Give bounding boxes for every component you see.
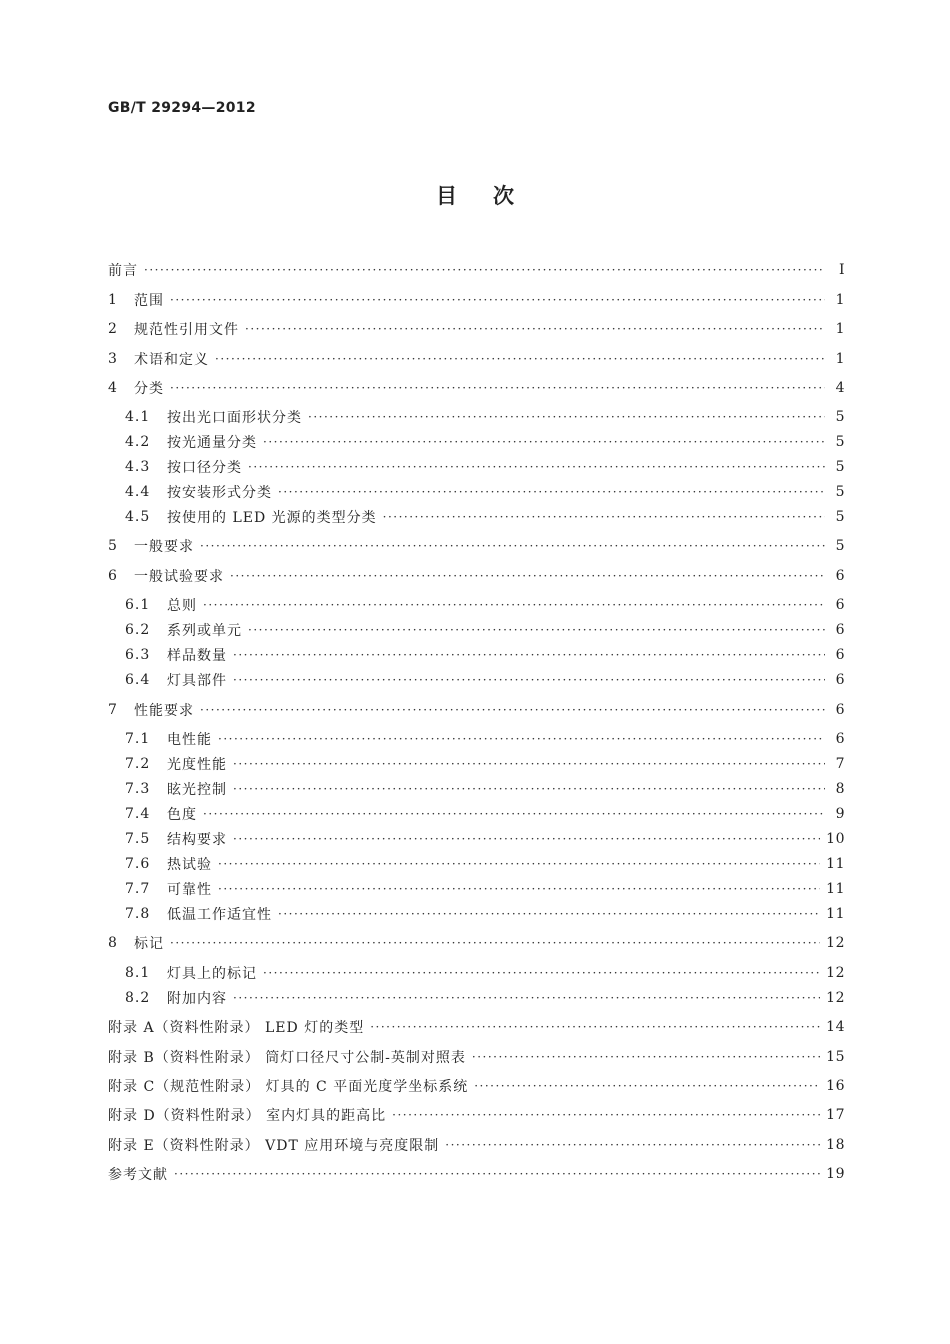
toc-entry[interactable] <box>125 879 845 899</box>
toc-entry-label: 标记 <box>134 936 164 952</box>
toc-entry-label: 按出光口面形状分类 <box>167 410 302 426</box>
toc-entry-page: 1 <box>835 292 845 308</box>
toc-entry-number: 6.3 <box>125 647 151 663</box>
toc-entry-page: 11 <box>826 881 845 897</box>
toc-entry-label: 灯具上的标记 <box>167 966 257 982</box>
toc-entry[interactable] <box>125 779 845 799</box>
toc-entry-page: 18 <box>826 1137 845 1153</box>
toc-entry-page: 17 <box>826 1107 845 1123</box>
toc-entry-label: 参考文献 <box>108 1167 168 1183</box>
toc-dot-leader <box>263 435 825 449</box>
toc-entry[interactable] <box>125 595 845 615</box>
toc-entry[interactable] <box>125 645 845 665</box>
toc-entry[interactable] <box>108 378 845 398</box>
toc-dot-leader <box>245 322 825 336</box>
toc-dot-leader <box>233 757 825 771</box>
toc-entry-label: 按口径分类 <box>167 460 242 476</box>
toc-entry-label: 按安装形式分类 <box>167 485 272 501</box>
toc-entry-page: 11 <box>826 906 845 922</box>
toc-entry[interactable] <box>108 349 845 369</box>
toc-entry[interactable] <box>125 963 845 983</box>
toc-dot-leader <box>170 381 825 395</box>
toc-entry-number: 4 <box>108 380 118 396</box>
toc-entry-page: 5 <box>835 434 845 450</box>
toc-entry-number: 4.3 <box>125 459 151 475</box>
toc-entry-number: 8.1 <box>125 965 151 981</box>
toc-entry-label: 附录 E（资料性附录） VDT 应用环境与亮度限制 <box>108 1138 440 1154</box>
toc-entry[interactable] <box>125 432 845 452</box>
toc-entry[interactable] <box>125 754 845 774</box>
toc-dot-leader <box>474 1079 820 1093</box>
toc-entry-label: 分类 <box>134 381 164 397</box>
toc-entry[interactable] <box>125 457 845 477</box>
toc-entry[interactable] <box>125 988 845 1008</box>
toc-entry-label: 眩光控制 <box>167 782 227 798</box>
toc-entry[interactable] <box>108 1076 845 1096</box>
toc-entry-number: 6.2 <box>125 622 151 638</box>
toc-entry-number: 7.5 <box>125 831 151 847</box>
toc-entry[interactable] <box>125 829 845 849</box>
toc-entry-number: 8.2 <box>125 990 151 1006</box>
toc-dot-leader <box>218 857 820 871</box>
toc-entry-label: 附录 D（资料性附录） 室内灯具的距高比 <box>108 1108 387 1124</box>
toc-entry-number: 7.1 <box>125 731 151 747</box>
toc-entry-page: 6 <box>835 672 845 688</box>
toc-entry-number: 6.4 <box>125 672 151 688</box>
toc-entry-page: 5 <box>835 484 845 500</box>
toc-dot-leader <box>472 1050 820 1064</box>
toc-entry-number: 5 <box>108 538 118 554</box>
toc-entry-page: 6 <box>835 622 845 638</box>
toc-dot-leader <box>218 882 820 896</box>
toc-dot-leader <box>383 510 825 524</box>
toc-entry[interactable] <box>108 260 845 280</box>
toc-entry-page: 19 <box>826 1166 845 1182</box>
toc-entry-page: 9 <box>835 806 845 822</box>
toc-dot-leader <box>308 410 825 424</box>
toc-entry-label: 电性能 <box>167 732 212 748</box>
toc-entry[interactable] <box>125 804 845 824</box>
toc-entry-page: 4 <box>835 380 845 396</box>
toc-dot-leader <box>203 598 825 612</box>
toc-entry-page: 6 <box>835 568 845 584</box>
toc-entry-label: 可靠性 <box>167 882 212 898</box>
toc-entry[interactable] <box>108 566 845 586</box>
toc-entry[interactable] <box>125 854 845 874</box>
toc-entry-page: 14 <box>826 1019 845 1035</box>
toc-entry-page: 5 <box>835 459 845 475</box>
toc-entry-number: 7.2 <box>125 756 151 772</box>
toc-entry-label: 总则 <box>167 598 197 614</box>
toc-entry-label: 附加内容 <box>167 991 227 1007</box>
toc-entry-page: 5 <box>835 538 845 554</box>
toc-dot-leader <box>278 485 825 499</box>
toc-dot-leader <box>233 673 825 687</box>
toc-entry[interactable] <box>108 1047 845 1067</box>
toc-entry-label: 光度性能 <box>167 757 227 773</box>
toc-entry-label: 附录 C（规范性附录） 灯具的 C 平面光度学坐标系统 <box>108 1079 469 1095</box>
toc-entry-number: 6 <box>108 568 118 584</box>
toc-entry-number: 3 <box>108 351 118 367</box>
toc-entry-number: 7.6 <box>125 856 151 872</box>
toc-dot-leader <box>200 539 825 553</box>
toc-entry-number: 6.1 <box>125 597 151 613</box>
toc-dot-leader <box>392 1108 820 1122</box>
toc-entry-page: 6 <box>835 731 845 747</box>
toc-entry[interactable] <box>125 482 845 502</box>
toc-entry[interactable] <box>108 1164 845 1184</box>
toc-entry[interactable] <box>125 407 845 427</box>
toc-entry-page: 1 <box>835 351 845 367</box>
toc-entry[interactable] <box>108 933 845 953</box>
toc-dot-leader <box>233 648 825 662</box>
toc-entry-page: 8 <box>835 781 845 797</box>
toc-dot-leader <box>233 782 825 796</box>
toc-entry[interactable] <box>125 620 845 640</box>
toc-entry-number: 7.4 <box>125 806 151 822</box>
toc-entry-number: 7.7 <box>125 881 151 897</box>
toc-entry-label: 前言 <box>108 263 138 279</box>
toc-entry-page: 10 <box>826 831 845 847</box>
toc-entry-number: 4.4 <box>125 484 151 500</box>
toc-entry[interactable] <box>125 729 845 749</box>
toc-dot-leader <box>263 966 820 980</box>
toc-entry-page: 15 <box>826 1049 845 1065</box>
toc-dot-leader <box>230 569 825 583</box>
toc-dot-leader <box>170 936 820 950</box>
toc-dot-leader <box>248 623 825 637</box>
toc-entry-label: 灯具部件 <box>167 673 227 689</box>
toc-entry-number: 2 <box>108 321 118 337</box>
toc-entry-label: 系列或单元 <box>167 623 242 639</box>
toc-dot-leader <box>200 703 825 717</box>
toc-entry[interactable] <box>108 1105 845 1125</box>
toc-dot-leader <box>144 263 825 277</box>
toc-entry[interactable] <box>125 904 845 924</box>
toc-entry-page: 12 <box>826 935 845 951</box>
toc-entry-page: 6 <box>835 597 845 613</box>
toc-dot-leader <box>218 732 825 746</box>
toc-entry-label: 热试验 <box>167 857 212 873</box>
toc-entry-page: 12 <box>826 990 845 1006</box>
toc-entry-number: 7 <box>108 702 118 718</box>
toc-dot-leader <box>215 352 825 366</box>
toc-entry[interactable] <box>108 700 845 720</box>
toc-entry-number: 4.5 <box>125 509 151 525</box>
toc-entry-page: 12 <box>826 965 845 981</box>
toc-entry-number: 1 <box>108 292 118 308</box>
toc-entry[interactable] <box>108 1135 845 1155</box>
toc-dot-leader <box>278 907 820 921</box>
toc-entry-page: 6 <box>835 702 845 718</box>
toc-entry-label: 按使用的 LED 光源的类型分类 <box>167 510 377 526</box>
toc-entry-label: 性能要求 <box>134 703 194 719</box>
toc-entry[interactable] <box>125 670 845 690</box>
toc-dot-leader <box>203 807 825 821</box>
toc-entry-page: 1 <box>835 321 845 337</box>
toc-dot-leader <box>248 460 825 474</box>
toc-entry[interactable] <box>108 1017 845 1037</box>
toc-entry-page: 5 <box>835 509 845 525</box>
toc-entry-label: 低温工作适宜性 <box>167 907 272 923</box>
toc-entry-label: 色度 <box>167 807 197 823</box>
toc-entry-number: 8 <box>108 935 118 951</box>
toc-entry-page: 5 <box>835 409 845 425</box>
toc-entry-number: 7.8 <box>125 906 151 922</box>
toc-entry-label: 附录 A（资料性附录） LED 灯的类型 <box>108 1020 365 1036</box>
toc-entry[interactable] <box>108 536 845 556</box>
toc-dot-leader <box>445 1138 820 1152</box>
page-title: 目次 <box>436 184 550 208</box>
toc-entry-label: 按光通量分类 <box>167 435 257 451</box>
document-header: GB/T 29294—2012 <box>108 100 256 116</box>
toc-entry-label: 术语和定义 <box>134 352 209 368</box>
toc-entry-label: 范围 <box>134 293 164 309</box>
toc-dot-leader <box>370 1020 820 1034</box>
toc-entry-number: 4.2 <box>125 434 151 450</box>
toc-entry[interactable] <box>108 290 845 310</box>
toc-entry-label: 样品数量 <box>167 648 227 664</box>
toc-entry-page: 6 <box>835 647 845 663</box>
toc-entry-number: 4.1 <box>125 409 151 425</box>
toc-entry[interactable] <box>125 507 845 527</box>
toc-entry-page: 16 <box>826 1078 845 1094</box>
toc-entry-label: 一般试验要求 <box>134 569 224 585</box>
toc-dot-leader <box>233 991 820 1005</box>
toc-entry-page: Ⅰ <box>838 262 845 278</box>
toc-entry-label: 附录 B（资料性附录） 筒灯口径尺寸公制-英制对照表 <box>108 1050 466 1066</box>
toc-entry[interactable] <box>108 319 845 339</box>
toc-dot-leader <box>233 832 820 846</box>
toc-entry-label: 规范性引用文件 <box>134 322 239 338</box>
toc-entry-label: 一般要求 <box>134 539 194 555</box>
toc-entry-page: 11 <box>826 856 845 872</box>
toc-dot-leader <box>174 1167 820 1181</box>
toc-entry-label: 结构要求 <box>167 832 227 848</box>
toc-dot-leader <box>170 293 825 307</box>
toc-entry-number: 7.3 <box>125 781 151 797</box>
toc-entry-page: 7 <box>835 756 845 772</box>
